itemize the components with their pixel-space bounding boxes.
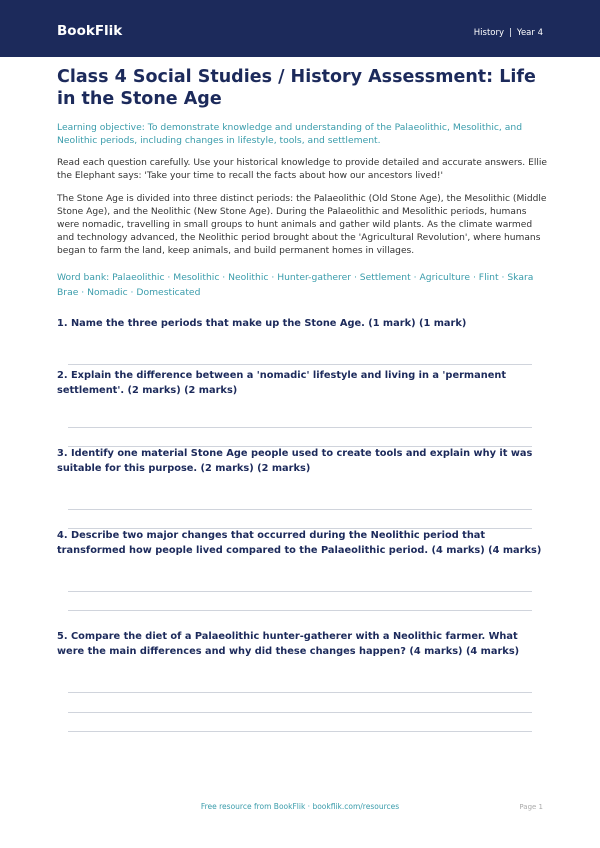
- answer-line[interactable]: [68, 610, 532, 611]
- learning-objective: Learning objective: To demonstrate knowledge and understanding of the Palaeolithic, Mesolithic, and Neolithic periods, including changes in lifestyle, tools, and settlement.: [57, 122, 523, 146]
- answer-line[interactable]: [68, 712, 532, 713]
- answer-line[interactable]: [68, 364, 532, 365]
- question-3: 3. Identify one material Stone Age people used to create tools and explain why it was suitable for this purpose. (2 marks) (2 marks): [57, 448, 533, 474]
- answer-line[interactable]: [68, 692, 532, 693]
- page-title: Class 4 Social Studies / History Assessment: Life in the Stone Age: [57, 67, 536, 109]
- brand-logo[interactable]: BookFlik: [57, 23, 123, 39]
- header-bar: [0, 0, 600, 57]
- question-4: 4. Describe two major changes that occurred during the Neolithic period that transformed how people lived compared to the Palaeolithic period. (4 marks) (4 marks): [57, 530, 542, 556]
- breadcrumb-separator: |: [509, 28, 512, 38]
- question-5: 5. Compare the diet of a Palaeolithic hunter-gatherer with a Neolithic farmer. What were the main differences and why did these changes happen? (4 marks) (4 marks): [57, 631, 520, 657]
- answer-line[interactable]: [68, 427, 532, 428]
- word-bank: Word bank: Palaeolithic · Mesolithic · Neolithic · Hunter-gatherer · Settlement · Agriculture · Flint · Skara Brae · Nomadic · Domesticated: [57, 272, 534, 298]
- year-label: Year 4: [516, 28, 543, 38]
- answer-line[interactable]: [68, 591, 532, 592]
- subject-label: History: [473, 28, 505, 38]
- question-2: 2. Explain the difference between a 'nomadic' lifestyle and living in a 'permanent settlement'. (2 marks) (2 marks): [57, 370, 507, 396]
- answer-line[interactable]: [68, 731, 532, 732]
- breadcrumb: [474, 28, 543, 38]
- answer-line[interactable]: [68, 509, 532, 510]
- footer-credit[interactable]: Free resource from BookFlik · bookflik.com/resources: [200, 802, 400, 811]
- page-number: Page 1: [519, 803, 543, 811]
- context-paragraph: The Stone Age is divided into three distinct periods: the Palaeolithic (Old Stone Age), the Mesolithic (Middle Stone Age), and the Neolithic (New Stone Age). During the Palaeolithic and Mesolithic periods, humans were nomadic, travelling in small groups to hunt animals and gather wild plants. As the climate warmed and technology advanced, the Neolithic period brought about the 'Agricultural Revolution', where humans began to farm the land, keep animals, and build permanent homes in villages.: [57, 194, 547, 256]
- question-1: 1. Name the three periods that make up the Stone Age. (1 mark) (1 mark): [57, 318, 467, 329]
- instructions-paragraph: Read each question carefully. Use your historical knowledge to provide detailed and accurate answers. Ellie the Elephant says: 'Take your time to recall the facts about how our ancestors lived!': [57, 158, 547, 181]
